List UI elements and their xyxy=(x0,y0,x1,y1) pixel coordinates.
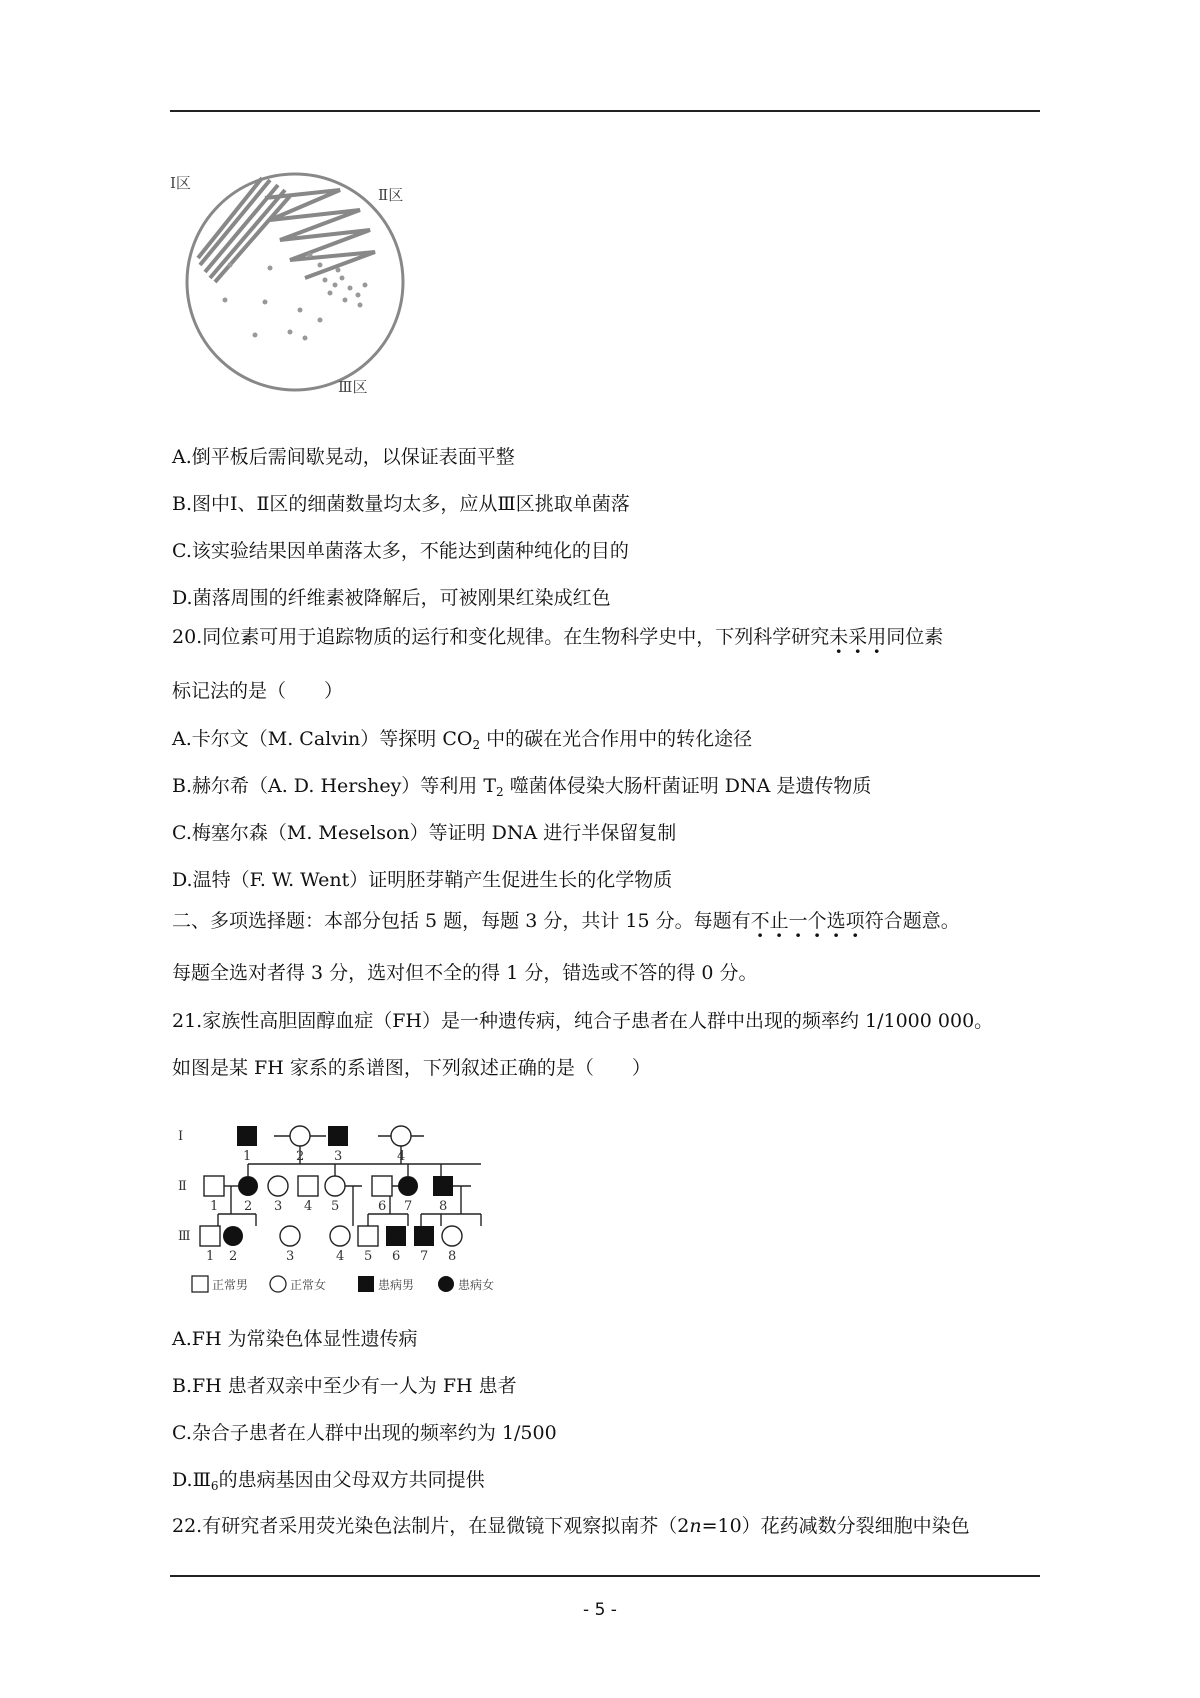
section2-emph-1: 不 xyxy=(750,910,770,932)
q21-option-b: B.FH 患者双亲中至少有一人为 FH 患者 xyxy=(172,1375,517,1397)
q20-stem-c: 标记法的是（ ） xyxy=(172,680,344,702)
gen1-label: Ⅰ xyxy=(178,1129,184,1144)
zone3-label: Ⅲ区 xyxy=(338,378,368,396)
i1-affected-male xyxy=(237,1126,257,1146)
ii5-number: 5 xyxy=(331,1199,340,1214)
ii2-number: 2 xyxy=(244,1199,253,1214)
petri-dish-rim xyxy=(187,174,403,390)
iii6-number: 6 xyxy=(392,1249,401,1264)
iii2-number: 2 xyxy=(229,1249,238,1264)
legend-normal-male: 正常男 xyxy=(212,1278,249,1292)
ii2-affected-female xyxy=(238,1176,258,1196)
q20-option-a xyxy=(172,730,752,751)
q20-stem-b: 同位素 xyxy=(886,626,944,648)
section2-line1 xyxy=(172,912,960,931)
iii5-number: 5 xyxy=(364,1249,373,1264)
q21-option-d-sub: 6 xyxy=(210,1479,219,1493)
q22-stem-italic: n xyxy=(689,1515,702,1537)
q20-option-b-text1: B.赫尔希（A. D. Hershey）等利用 T xyxy=(172,775,497,797)
i2-normal-female xyxy=(290,1126,310,1146)
q20-emph-2: 采 xyxy=(848,626,868,648)
iii3-number: 3 xyxy=(286,1249,295,1264)
footer-rule xyxy=(170,1575,1040,1577)
q21-option-c: C.杂合子患者在人群中出现的频率约为 1/500 xyxy=(172,1422,557,1444)
q20-option-a-text1: A.卡尔文（M. Calvin）等探明 CO xyxy=(172,728,473,750)
ii3-normal-female xyxy=(268,1176,288,1196)
pedigree-legend xyxy=(192,1276,494,1292)
pedigree-chart xyxy=(178,1110,518,1300)
ii4-normal-male xyxy=(298,1176,318,1196)
q20-emph-1: 未 xyxy=(829,626,849,648)
q20-emph-3: 用 xyxy=(867,626,887,648)
q19-option-b: B.图中Ⅰ、Ⅱ区的细菌数量均太多，应从Ⅲ区挑取单菌落 xyxy=(172,493,630,515)
section2-emph-2: 止 xyxy=(769,910,789,932)
q20-option-c: C.梅塞尔森（M. Meselson）等证明 DNA 进行半保留复制 xyxy=(172,822,677,844)
section2-line1-b: 符合题意。 xyxy=(864,910,960,932)
ii6-number: 6 xyxy=(378,1199,387,1214)
q21-option-d-text2: 的患病基因由父母双方共同提供 xyxy=(218,1469,485,1491)
q21-stem2: 如图是某 FH 家系的系谱图，下列叙述正确的是（ ） xyxy=(172,1057,651,1079)
ii8-affected-male xyxy=(433,1176,453,1196)
i4-number: 4 xyxy=(397,1149,406,1164)
iii2-affected-female xyxy=(223,1226,243,1246)
q21-option-d xyxy=(172,1471,485,1492)
q19-option-d: D.菌落周围的纤维素被降解后，可被刚果红染成红色 xyxy=(172,587,611,609)
ii6-normal-male xyxy=(372,1176,392,1196)
iii6-affected-male xyxy=(386,1226,406,1246)
ii7-affected-female xyxy=(398,1176,418,1196)
q22-stem xyxy=(172,1517,970,1536)
page-number: - 5 - xyxy=(583,1600,617,1620)
q21-stem1: 21.家族性高胆固醇血症（FH）是一种遗传病，纯合子患者在人群中出现的频率约 1/1000 000。 xyxy=(172,1010,994,1032)
q20-option-a-text2: 中的碳在光合作用中的转化途径 xyxy=(486,728,753,750)
q19-option-a: A.倒平板后需间歇晃动，以保证表面平整 xyxy=(172,446,515,468)
i3-affected-male xyxy=(328,1126,348,1146)
legend-affected-female: 患病女 xyxy=(458,1278,495,1292)
q20-stem xyxy=(172,628,943,647)
zone1-streaks xyxy=(198,178,290,282)
gen3-label: Ⅲ xyxy=(178,1229,191,1244)
ii8-number: 8 xyxy=(439,1199,448,1214)
q21-option-d-text1: D.Ⅲ xyxy=(172,1469,211,1491)
legend-normal-female: 正常女 xyxy=(290,1278,327,1292)
zone3-colonies xyxy=(223,253,368,341)
petri-dish-figure xyxy=(170,160,430,400)
section2-line1-a: 二、多项选择题：本部分包括 5 题，每题 3 分，共计 15 分。每题有 xyxy=(172,910,751,932)
q20-option-b-sub: 2 xyxy=(496,785,504,799)
i4-normal-female xyxy=(391,1126,411,1146)
section2-line2: 每题全选对者得 3 分，选对但不全的得 1 分，错选或不答的得 0 分。 xyxy=(172,962,758,984)
legend-affected-male-icon xyxy=(358,1276,374,1292)
legend-normal-male-icon xyxy=(192,1276,208,1292)
q22-stem-b: =10）花药减数分裂细胞中染色 xyxy=(701,1515,970,1537)
section2-emph-6: 项 xyxy=(845,910,865,932)
zone2-label: Ⅱ区 xyxy=(378,186,404,204)
iii8-number: 8 xyxy=(448,1249,457,1264)
section2-emph-4: 个 xyxy=(807,910,827,932)
legend-affected-male: 患病男 xyxy=(378,1278,415,1292)
iii3-normal-female xyxy=(280,1226,300,1246)
i2-number: 2 xyxy=(296,1149,305,1164)
iii8-normal-female xyxy=(442,1226,462,1246)
ii4-number: 4 xyxy=(304,1199,313,1214)
ii1-normal-male xyxy=(204,1176,224,1196)
q21-option-a: A.FH 为常染色体显性遗传病 xyxy=(172,1328,418,1350)
iii1-normal-male xyxy=(200,1226,220,1246)
ii3-number: 3 xyxy=(274,1199,283,1214)
q20-stem-a: 20.同位素可用于追踪物质的运行和变化规律。在生物科学史中，下列科学研究 xyxy=(172,626,830,648)
q20-option-d: D.温特（F. W. Went）证明胚芽鞘产生促进生长的化学物质 xyxy=(172,869,673,891)
section2-emph-5: 选 xyxy=(826,910,846,932)
section2-emph-3: 一 xyxy=(788,910,808,932)
q20-option-b xyxy=(172,777,871,798)
q19-option-c: C.该实验结果因单菌落太多，不能达到菌种纯化的目的 xyxy=(172,540,629,562)
q20-option-b-text2: 噬菌体侵染大肠杆菌证明 DNA 是遗传物质 xyxy=(509,775,872,797)
ii7-number: 7 xyxy=(404,1199,413,1214)
legend-affected-female-icon xyxy=(438,1276,454,1292)
q20-option-a-sub: 2 xyxy=(472,738,481,752)
iii4-normal-female xyxy=(330,1226,350,1246)
iii4-number: 4 xyxy=(336,1249,345,1264)
gen2-label: Ⅱ xyxy=(178,1179,187,1194)
i1-number: 1 xyxy=(243,1149,252,1164)
q22-stem-a: 22.有研究者采用荧光染色法制片，在显微镜下观察拟南芥（2 xyxy=(172,1515,690,1537)
iii5-normal-male xyxy=(358,1226,378,1246)
ii1-number: 1 xyxy=(210,1199,219,1214)
header-rule xyxy=(170,110,1040,112)
iii7-affected-male xyxy=(414,1226,434,1246)
zone1-label: Ⅰ区 xyxy=(170,174,191,192)
legend-normal-female-icon xyxy=(270,1276,286,1292)
iii1-number: 1 xyxy=(206,1249,215,1264)
i3-number: 3 xyxy=(334,1149,343,1164)
iii7-number: 7 xyxy=(420,1249,429,1264)
ii5-normal-female xyxy=(325,1176,345,1196)
